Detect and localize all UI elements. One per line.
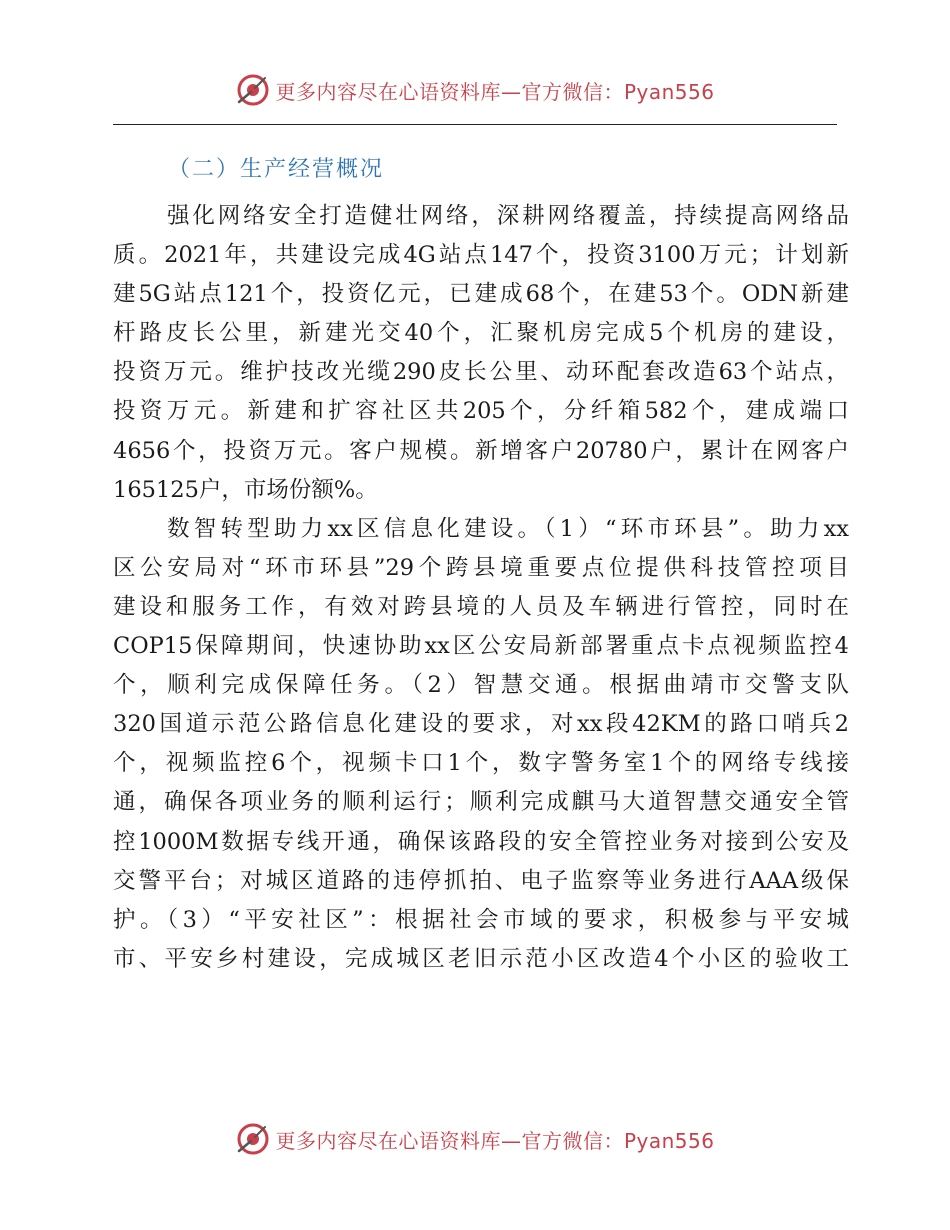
paragraph-line: 4656个，投资万元。客户规模。新增客户20780户，累计在网客户 <box>113 437 849 464</box>
paragraph-line: 个，顺利完成保障任务。（2）智慧交通。根据曲靖市交警支队 <box>113 672 849 699</box>
paragraph-line: 165125户，市场份额%。 <box>113 476 378 503</box>
paragraph-line: 投资万元。新建和扩容社区共205个，分纤箱582个，建成端口 <box>113 398 849 425</box>
brand-logo-icon <box>235 72 271 108</box>
paragraph-line: 320国道示范公路信息化建设的要求，对xx段42KM的路口哨兵2 <box>113 711 849 738</box>
paragraph-line: 强化网络安全打造健壮网络，深耕网络覆盖，持续提高网络品 <box>167 203 849 229</box>
header-banner <box>0 68 950 112</box>
header-divider <box>113 124 837 125</box>
brand-logo-icon <box>235 1121 271 1157</box>
paragraph-line: 护。（3）“平安社区”：根据社会市域的要求，积极参与平安城 <box>113 906 849 933</box>
paragraph-line: 控1000M数据专线开通，确保该路段的安全管控业务对接到公安及 <box>113 828 849 855</box>
paragraph-line: 质。2021年，共建设完成4G站点147个，投资3100万元；计划新 <box>113 242 849 269</box>
footer-banner <box>0 1117 950 1161</box>
paragraph-line: 市、平安乡村建设，完成城区老旧示范小区改造4个小区的验收工 <box>113 945 849 972</box>
paragraph-line: 区公安局对“环市环县”29个跨县境重要点位提供科技管控项目 <box>113 554 849 581</box>
paragraph-line: 通，确保各项业务的顺利运行；顺利完成麒马大道智慧交通安全管 <box>113 789 849 816</box>
paragraph-line: COP15保障期间，快速协助xx区公安局新部署重点卡点视频监控4 <box>113 633 849 660</box>
paragraph-line: 建5G站点121个，投资亿元，已建成68个，在建53个。ODN新建 <box>113 281 849 308</box>
paragraph-line: 杆路皮长公里，新建光交40个，汇聚机房完成5个机房的建设， <box>113 320 849 347</box>
paragraph-line: 交警平台；对城区道路的违停抓拍、电子监察等业务进行AAA级保 <box>113 867 849 894</box>
section-heading: （二）生产经营概况 <box>168 157 385 182</box>
paragraph-line: 数智转型助力xx区信息化建设。（1）“环市环县”。助力xx <box>167 515 849 542</box>
paragraph-line: 投资万元。维护技改光缆290皮长公里、动环配套改造63个站点， <box>113 359 849 386</box>
document-body <box>113 197 849 979</box>
header-banner-text: 更多内容尽在心语资料库—官方微信：Pyan556 <box>275 79 715 104</box>
paragraph-line: 建设和服务工作，有效对跨县境的人员及车辆进行管控，同时在 <box>113 593 849 620</box>
paragraph-line: 个，视频监控6个，视频卡口1个，数字警务室1个的网络专线接 <box>113 750 849 777</box>
footer-banner-text: 更多内容尽在心语资料库—官方微信：Pyan556 <box>275 1128 715 1153</box>
